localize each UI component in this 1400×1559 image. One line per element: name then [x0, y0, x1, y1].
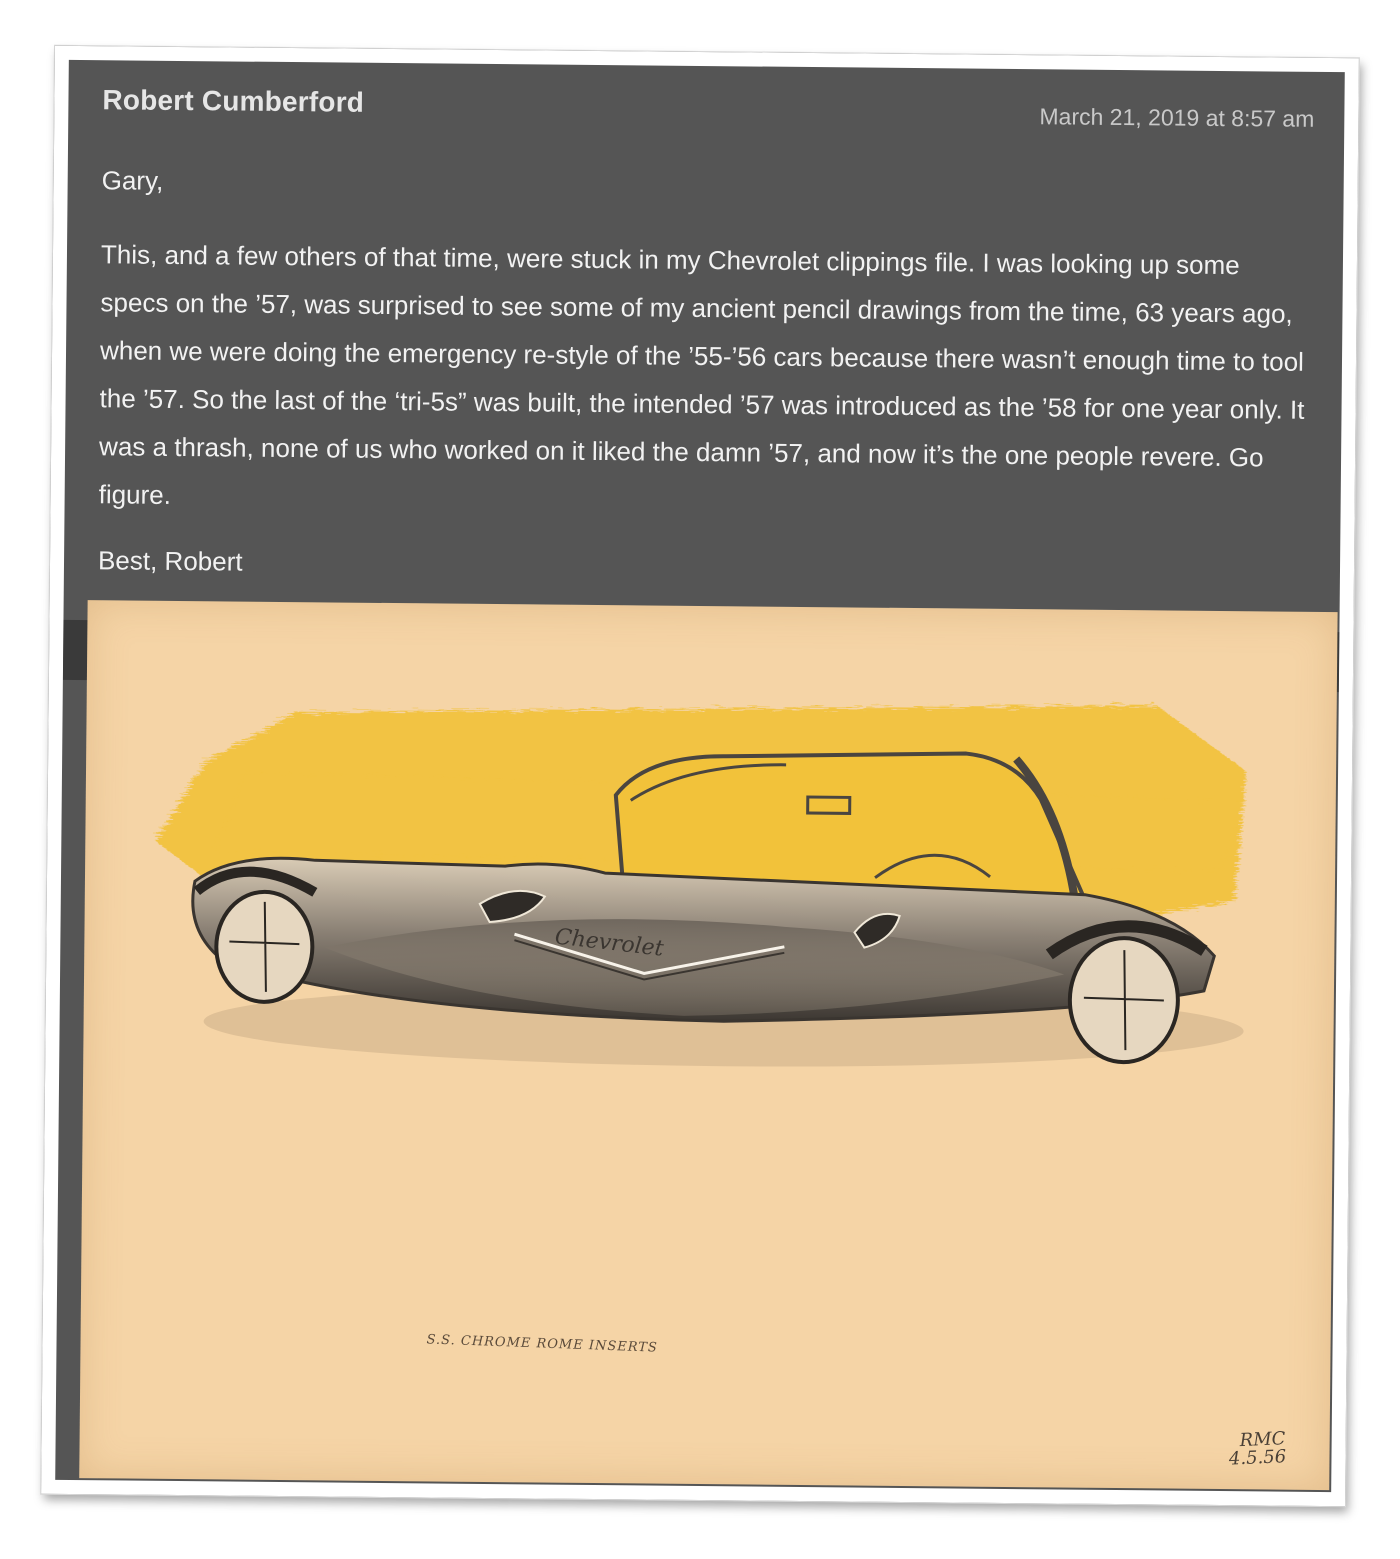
- artist-signature: [1228, 1430, 1287, 1468]
- sketch-caption: S.S. CHROME ROME INSERTS: [426, 1332, 659, 1356]
- car-sketch-svg: [79, 600, 1337, 1490]
- signature-date: 4.5.56: [1228, 1446, 1287, 1470]
- comment-body: [98, 156, 1310, 614]
- comment-author[interactable]: Robert Cumberford: [102, 84, 365, 118]
- car-sketch-image: [79, 600, 1337, 1490]
- comment-card: [41, 46, 1359, 1506]
- comment-greeting: Gary,: [101, 165, 164, 196]
- comment-paragraph: This, and a few others of that time, were stuck in my Chevrolet clippings file. I was looking up some specs on the ’57, was surprised to see some of my ancient pencil drawings from the time, 63 years ago, when we were doing the emergency re-style of the ’55-’56 cars because there wasn’t enough time to tool the ’57. So the last of the ‘tri-5s” was built, the intended ’57 was introduced as the ’58 for one year only. It was a thrash, none of us who worked on it liked the damn ’57, and now it’s the one people revere. Go figure.: [98, 239, 1305, 510]
- comment-signoff: Best, Robert: [97, 545, 243, 577]
- chevrolet-script-badge: Chevrolet: [553, 924, 665, 962]
- comment-card-inner: [55, 60, 1345, 1492]
- signature-initials: RMC: [1238, 1428, 1286, 1452]
- comment-header: [102, 84, 1314, 136]
- comment-timestamp[interactable]: March 21, 2019 at 8:57 am: [1039, 103, 1315, 132]
